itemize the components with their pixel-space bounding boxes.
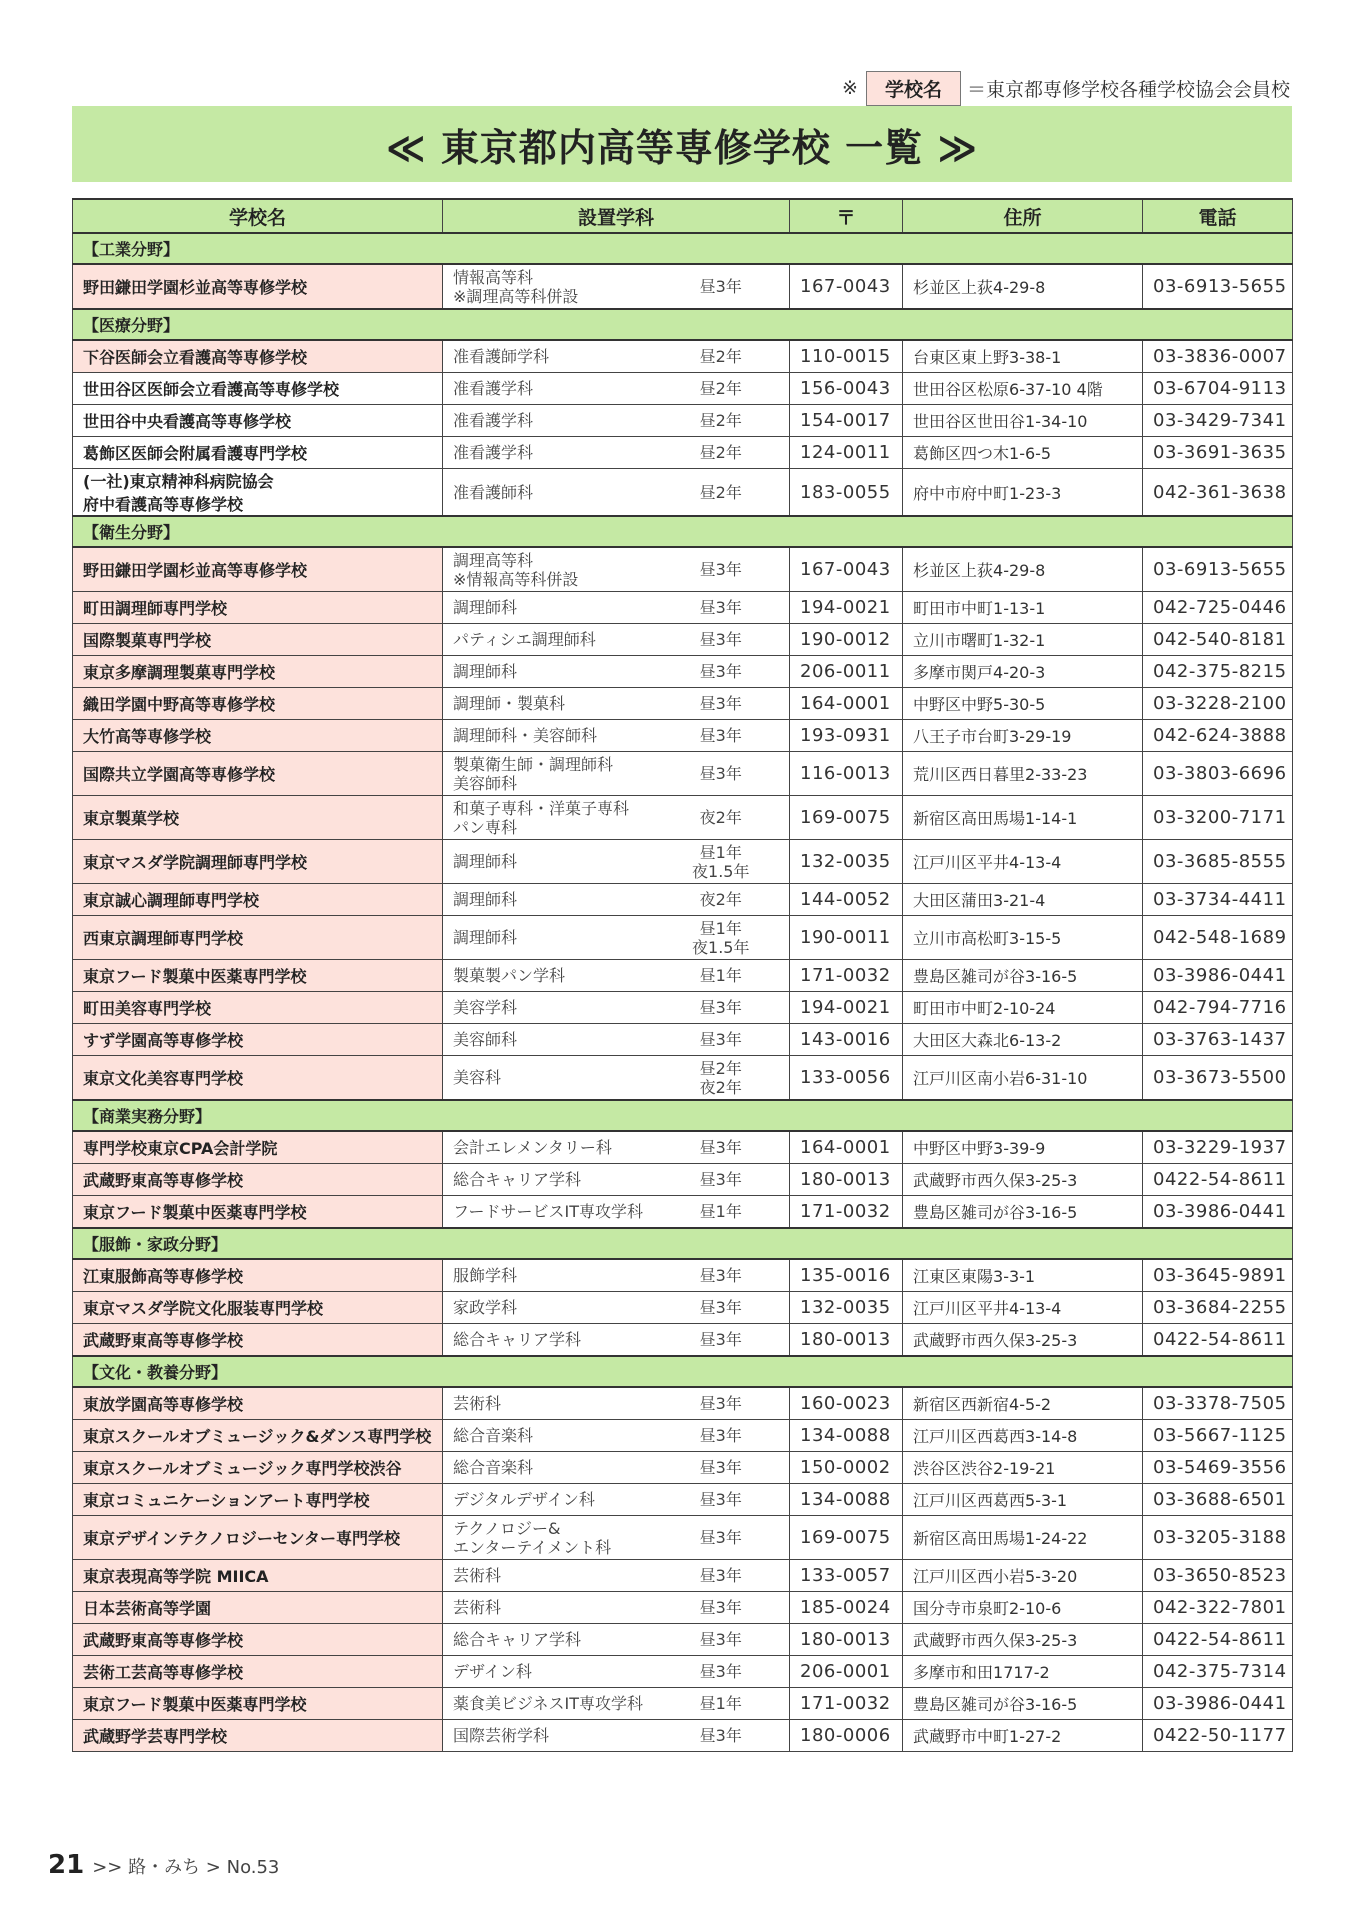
department-cell: デジタルデザイン科 <box>443 1484 653 1516</box>
zip-code-cell: 180-0013 <box>790 1164 903 1196</box>
course-length-cell: 昼3年 <box>653 1292 790 1324</box>
address-cell: 武蔵野市西久保3-25-3 <box>903 1324 1143 1357</box>
address-cell: 武蔵野市中町1-27-2 <box>903 1720 1143 1752</box>
department-cell: 製菓製パン学科 <box>443 960 653 992</box>
course-length-cell: 昼2年 <box>653 373 790 405</box>
table-row <box>73 1196 1293 1229</box>
zip-code-cell: 124-0011 <box>790 437 903 469</box>
course-length-cell: 昼3年 <box>653 1387 790 1420</box>
school-table-wrap <box>72 198 1292 1752</box>
category-label: 【文化・教養分野】 <box>73 1356 1293 1387</box>
zip-code-cell: 190-0011 <box>790 916 903 960</box>
zip-code-cell: 143-0016 <box>790 1024 903 1056</box>
department-cell: 会計エレメンタリー科 <box>443 1131 653 1164</box>
page-footer <box>48 1850 279 1880</box>
school-name-cell: 日本芸術高等学園 <box>73 1592 443 1624</box>
course-length-cell: 昼2年 <box>653 405 790 437</box>
table-row <box>73 547 1293 592</box>
department-cell: 薬食美ビジネスIT専攻学科 <box>443 1688 653 1720</box>
course-length-cell: 昼3年 <box>653 1484 790 1516</box>
address-cell: 江戸川区平井4-13-4 <box>903 1292 1143 1324</box>
course-length-cell: 昼3年 <box>653 1324 790 1357</box>
department-cell: 准看護学科 <box>443 437 653 469</box>
course-length-cell: 昼3年 <box>653 656 790 688</box>
phone-cell: 042-548-1689 <box>1143 916 1293 960</box>
address-cell: 台東区東上野3-38-1 <box>903 340 1143 373</box>
course-length-cell: 昼2年 <box>653 469 790 517</box>
course-length-cell: 昼1年 <box>653 1196 790 1229</box>
address-cell: 国分寺市泉町2-10-6 <box>903 1592 1143 1624</box>
table-row <box>73 720 1293 752</box>
school-name-cell: 東京コミュニケーションアート専門学校 <box>73 1484 443 1516</box>
phone-cell: 03-6704-9113 <box>1143 373 1293 405</box>
address-cell: 八王子市台町3-29-19 <box>903 720 1143 752</box>
course-length-cell: 昼2年 <box>653 340 790 373</box>
address-cell: 世田谷区松原6-37-10 4階 <box>903 373 1143 405</box>
zip-code-cell: 171-0032 <box>790 1196 903 1229</box>
zip-code-cell: 171-0032 <box>790 960 903 992</box>
department-cell: 製菓衛生師・調理師科 美容師科 <box>443 752 653 796</box>
department-cell: 家政学科 <box>443 1292 653 1324</box>
course-length-cell: 昼3年 <box>653 1592 790 1624</box>
school-name-cell: 武蔵野東高等専修学校 <box>73 1624 443 1656</box>
zip-code-cell: 116-0013 <box>790 752 903 796</box>
table-row <box>73 1624 1293 1656</box>
course-length-cell: 昼3年 <box>653 264 790 309</box>
school-name-cell: 東京多摩調理製菓専門学校 <box>73 656 443 688</box>
address-cell: 大田区蒲田3-21-4 <box>903 884 1143 916</box>
department-cell: 和菓子専科・洋菓子専科 パン専科 <box>443 796 653 840</box>
header-school-name: 学校名 <box>73 199 443 233</box>
zip-code-cell: 133-0057 <box>790 1560 903 1592</box>
course-length-cell: 夜2年 <box>653 796 790 840</box>
table-row <box>73 340 1293 373</box>
school-name-cell: 東京フード製菓中医薬専門学校 <box>73 1196 443 1229</box>
header-department: 設置学科 <box>443 199 790 233</box>
phone-cell: 0422-54-8611 <box>1143 1164 1293 1196</box>
address-cell: 町田市中町1-13-1 <box>903 592 1143 624</box>
table-row <box>73 264 1293 309</box>
phone-cell: 0422-50-1177 <box>1143 1720 1293 1752</box>
table-row <box>73 796 1293 840</box>
table-row <box>73 373 1293 405</box>
department-cell: 調理師科 <box>443 916 653 960</box>
course-length-cell: 昼3年 <box>653 1560 790 1592</box>
school-name-cell: 野田鎌田学園杉並高等専修学校 <box>73 547 443 592</box>
phone-cell: 03-3763-1437 <box>1143 1024 1293 1056</box>
school-name-cell: 専門学校東京CPA会計学院 <box>73 1131 443 1164</box>
page-number: 21 <box>48 1850 85 1880</box>
department-cell: 准看護学科 <box>443 373 653 405</box>
member-legend <box>842 70 1290 106</box>
department-cell: フードサービスIT専攻学科 <box>443 1196 653 1229</box>
table-row <box>73 1560 1293 1592</box>
category-label: 【医療分野】 <box>73 309 1293 340</box>
address-cell: 中野区中野3-39-9 <box>903 1131 1143 1164</box>
department-cell: 調理高等科 ※情報高等科併設 <box>443 547 653 592</box>
table-row <box>73 1056 1293 1101</box>
table-row <box>73 960 1293 992</box>
address-cell: 豊島区雑司が谷3-16-5 <box>903 1196 1143 1229</box>
table-row <box>73 688 1293 720</box>
department-cell: 総合音楽科 <box>443 1420 653 1452</box>
phone-cell: 03-3688-6501 <box>1143 1484 1293 1516</box>
school-name-cell: 西東京調理師専門学校 <box>73 916 443 960</box>
school-name-cell: 芸術工芸高等専修学校 <box>73 1656 443 1688</box>
department-cell: 総合キャリア学科 <box>443 1164 653 1196</box>
table-row <box>73 1164 1293 1196</box>
header-phone: 電話 <box>1143 199 1293 233</box>
address-cell: 新宿区高田馬場1-14-1 <box>903 796 1143 840</box>
phone-cell: 03-3986-0441 <box>1143 960 1293 992</box>
legend-text: ＝東京都専修学校各種学校協会会員校 <box>966 78 1290 101</box>
phone-cell: 03-3228-2100 <box>1143 688 1293 720</box>
table-row <box>73 1720 1293 1752</box>
phone-cell: 03-3685-8555 <box>1143 840 1293 884</box>
phone-cell: 042-375-8215 <box>1143 656 1293 688</box>
phone-cell: 03-5667-1125 <box>1143 1420 1293 1452</box>
school-name-cell: 武蔵野東高等専修学校 <box>73 1324 443 1357</box>
school-name-cell: 東京フード製菓中医薬専門学校 <box>73 960 443 992</box>
department-cell: 調理師科・美容師科 <box>443 720 653 752</box>
school-name-cell: (一社)東京精神科病院協会 府中看護高等専修学校 <box>73 469 443 517</box>
school-name-cell: 町田調理師専門学校 <box>73 592 443 624</box>
zip-code-cell: 135-0016 <box>790 1259 903 1292</box>
course-length-cell: 昼3年 <box>653 1420 790 1452</box>
school-name-cell: 東京誠心調理師専門学校 <box>73 884 443 916</box>
department-cell: 調理師科 <box>443 656 653 688</box>
course-length-cell: 昼3年 <box>653 1720 790 1752</box>
address-cell: 新宿区西新宿4-5-2 <box>903 1387 1143 1420</box>
table-row <box>73 1292 1293 1324</box>
phone-cell: 0422-54-8611 <box>1143 1624 1293 1656</box>
course-length-cell: 昼2年 夜2年 <box>653 1056 790 1101</box>
header-zip: 〒 <box>790 199 903 233</box>
address-cell: 中野区中野5-30-5 <box>903 688 1143 720</box>
legend-mark: ※ <box>842 77 858 99</box>
department-cell: 准看護師科 <box>443 469 653 517</box>
zip-code-cell: 164-0001 <box>790 688 903 720</box>
address-cell: 立川市曙町1-32-1 <box>903 624 1143 656</box>
table-row <box>73 840 1293 884</box>
school-name-cell: 国際製菓専門学校 <box>73 624 443 656</box>
school-name-cell: 東京マスダ学院調理師専門学校 <box>73 840 443 884</box>
table-row <box>73 992 1293 1024</box>
zip-code-cell: 160-0023 <box>790 1387 903 1420</box>
course-length-cell: 昼3年 <box>653 1131 790 1164</box>
school-name-cell: 織田学園中野高等専修学校 <box>73 688 443 720</box>
address-cell: 江戸川区南小岩6-31-10 <box>903 1056 1143 1101</box>
phone-cell: 03-3650-8523 <box>1143 1560 1293 1592</box>
department-cell: 調理師・製菓科 <box>443 688 653 720</box>
school-table <box>72 198 1293 1752</box>
school-name-cell: 東京デザインテクノロジーセンター専門学校 <box>73 1516 443 1560</box>
table-row <box>73 1484 1293 1516</box>
zip-code-cell: 190-0012 <box>790 624 903 656</box>
category-row <box>73 516 1293 547</box>
course-length-cell: 昼3年 <box>653 1164 790 1196</box>
department-cell: 調理師科 <box>443 884 653 916</box>
address-cell: 荒川区西日暮里2-33-23 <box>903 752 1143 796</box>
zip-code-cell: 132-0035 <box>790 840 903 884</box>
phone-cell: 042-375-7314 <box>1143 1656 1293 1688</box>
school-name-cell: 東京スクールオブミュージック&ダンス専門学校 <box>73 1420 443 1452</box>
school-name-cell: 町田美容専門学校 <box>73 992 443 1024</box>
address-cell: 大田区大森北6-13-2 <box>903 1024 1143 1056</box>
department-cell: 国際芸術学科 <box>443 1720 653 1752</box>
school-name-cell: 武蔵野東高等専修学校 <box>73 1164 443 1196</box>
table-row <box>73 405 1293 437</box>
category-row <box>73 1356 1293 1387</box>
category-row <box>73 309 1293 340</box>
address-cell: 豊島区雑司が谷3-16-5 <box>903 1688 1143 1720</box>
address-cell: 江東区東陽3-3-1 <box>903 1259 1143 1292</box>
table-row <box>73 752 1293 796</box>
zip-code-cell: 193-0931 <box>790 720 903 752</box>
table-body <box>73 233 1293 1752</box>
phone-cell: 03-5469-3556 <box>1143 1452 1293 1484</box>
school-name-cell: 東京マスダ学院文化服装専門学校 <box>73 1292 443 1324</box>
category-label: 【工業分野】 <box>73 233 1293 264</box>
phone-cell: 03-3836-0007 <box>1143 340 1293 373</box>
phone-cell: 042-322-7801 <box>1143 1592 1293 1624</box>
school-name-cell: 武蔵野学芸専門学校 <box>73 1720 443 1752</box>
course-length-cell: 昼3年 <box>653 1624 790 1656</box>
address-cell: 杉並区上荻4-29-8 <box>903 547 1143 592</box>
school-name-cell: すず学園高等専修学校 <box>73 1024 443 1056</box>
zip-code-cell: 194-0021 <box>790 992 903 1024</box>
department-cell: 調理師科 <box>443 840 653 884</box>
zip-code-cell: 110-0015 <box>790 340 903 373</box>
zip-code-cell: 206-0001 <box>790 1656 903 1688</box>
school-name-cell: 東京文化美容専門学校 <box>73 1056 443 1101</box>
course-length-cell: 夜2年 <box>653 884 790 916</box>
address-cell: 多摩市和田1717-2 <box>903 1656 1143 1688</box>
address-cell: 武蔵野市西久保3-25-3 <box>903 1624 1143 1656</box>
zip-code-cell: 180-0013 <box>790 1324 903 1357</box>
zip-code-cell: 134-0088 <box>790 1484 903 1516</box>
address-cell: 江戸川区平井4-13-4 <box>903 840 1143 884</box>
address-cell: 江戸川区西葛西3-14-8 <box>903 1420 1143 1452</box>
table-row <box>73 1024 1293 1056</box>
course-length-cell: 昼3年 <box>653 1259 790 1292</box>
school-name-cell: 東京スクールオブミュージック専門学校渋谷 <box>73 1452 443 1484</box>
department-cell: テクノロジー& エンターテイメント科 <box>443 1516 653 1560</box>
course-length-cell: 昼3年 <box>653 624 790 656</box>
course-length-cell: 昼3年 <box>653 1656 790 1688</box>
table-row <box>73 469 1293 517</box>
table-row <box>73 624 1293 656</box>
category-label: 【服飾・家政分野】 <box>73 1228 1293 1259</box>
course-length-cell: 昼3年 <box>653 1024 790 1056</box>
phone-cell: 03-3673-5500 <box>1143 1056 1293 1101</box>
phone-cell: 042-361-3638 <box>1143 469 1293 517</box>
zip-code-cell: 144-0052 <box>790 884 903 916</box>
table-row <box>73 656 1293 688</box>
department-cell: 准看護学科 <box>443 405 653 437</box>
phone-cell: 042-624-3888 <box>1143 720 1293 752</box>
phone-cell: 03-3205-3188 <box>1143 1516 1293 1560</box>
course-length-cell: 昼3年 <box>653 752 790 796</box>
category-row <box>73 1228 1293 1259</box>
course-length-cell: 昼3年 <box>653 720 790 752</box>
category-label: 【衛生分野】 <box>73 516 1293 547</box>
address-cell: 立川市高松町3-15-5 <box>903 916 1143 960</box>
zip-code-cell: 180-0013 <box>790 1624 903 1656</box>
course-length-cell: 昼3年 <box>653 688 790 720</box>
school-name-cell: 世田谷中央看護高等専修学校 <box>73 405 443 437</box>
school-name-cell: 東放学園高等専修学校 <box>73 1387 443 1420</box>
table-row <box>73 1452 1293 1484</box>
table-row <box>73 1420 1293 1452</box>
course-length-cell: 昼3年 <box>653 992 790 1024</box>
header-address: 住所 <box>903 199 1143 233</box>
address-cell: 江戸川区西葛西5-3-1 <box>903 1484 1143 1516</box>
zip-code-cell: 154-0017 <box>790 405 903 437</box>
phone-cell: 03-3645-9891 <box>1143 1259 1293 1292</box>
table-row <box>73 1387 1293 1420</box>
table-row <box>73 437 1293 469</box>
address-cell: 新宿区高田馬場1-24-22 <box>903 1516 1143 1560</box>
department-cell: 芸術科 <box>443 1387 653 1420</box>
zip-code-cell: 134-0088 <box>790 1420 903 1452</box>
address-cell: 町田市中町2-10-24 <box>903 992 1143 1024</box>
address-cell: 杉並区上荻4-29-8 <box>903 264 1143 309</box>
department-cell: 総合キャリア学科 <box>443 1324 653 1357</box>
phone-cell: 042-794-7716 <box>1143 992 1293 1024</box>
phone-cell: 042-725-0446 <box>1143 592 1293 624</box>
school-name-cell: 野田鎌田学園杉並高等専修学校 <box>73 264 443 309</box>
zip-code-cell: 169-0075 <box>790 1516 903 1560</box>
phone-cell: 03-3734-4411 <box>1143 884 1293 916</box>
phone-cell: 0422-54-8611 <box>1143 1324 1293 1357</box>
address-cell: 葛飾区四つ木1-6-5 <box>903 437 1143 469</box>
address-cell: 武蔵野市西久保3-25-3 <box>903 1164 1143 1196</box>
zip-code-cell: 206-0011 <box>790 656 903 688</box>
department-cell: 情報高等科 ※調理高等科併設 <box>443 264 653 309</box>
table-row <box>73 916 1293 960</box>
department-cell: 美容師科 <box>443 1024 653 1056</box>
phone-cell: 03-3200-7171 <box>1143 796 1293 840</box>
address-cell: 江戸川区西小岩5-3-20 <box>903 1560 1143 1592</box>
department-cell: 服飾学科 <box>443 1259 653 1292</box>
zip-code-cell: 167-0043 <box>790 547 903 592</box>
phone-cell: 03-3229-1937 <box>1143 1131 1293 1164</box>
school-name-cell: 東京表現高等学院 MIICA <box>73 1560 443 1592</box>
school-name-cell: 東京フード製菓中医薬専門学校 <box>73 1688 443 1720</box>
table-row <box>73 1131 1293 1164</box>
phone-cell: 03-3803-6696 <box>1143 752 1293 796</box>
table-row <box>73 1516 1293 1560</box>
address-cell: 渋谷区渋谷2-19-21 <box>903 1452 1143 1484</box>
phone-cell: 03-3684-2255 <box>1143 1292 1293 1324</box>
school-name-cell: 下谷医師会立看護高等専修学校 <box>73 340 443 373</box>
school-name-cell: 葛飾区医師会附属看護専門学校 <box>73 437 443 469</box>
address-cell: 多摩市関戸4-20-3 <box>903 656 1143 688</box>
table-row <box>73 1259 1293 1292</box>
table-row <box>73 884 1293 916</box>
department-cell: 総合音楽科 <box>443 1452 653 1484</box>
table-row <box>73 592 1293 624</box>
course-length-cell: 昼2年 <box>653 437 790 469</box>
zip-code-cell: 133-0056 <box>790 1056 903 1101</box>
department-cell: 美容科 <box>443 1056 653 1101</box>
zip-code-cell: 183-0055 <box>790 469 903 517</box>
category-row <box>73 233 1293 264</box>
school-name-cell: 大竹高等専修学校 <box>73 720 443 752</box>
department-cell: 芸術科 <box>443 1592 653 1624</box>
page-title: ≪ 東京都内高等専修学校 一覧 ≫ <box>72 106 1292 182</box>
address-cell: 世田谷区世田谷1-34-10 <box>903 405 1143 437</box>
zip-code-cell: 150-0002 <box>790 1452 903 1484</box>
address-cell: 豊島区雑司が谷3-16-5 <box>903 960 1143 992</box>
zip-code-cell: 185-0024 <box>790 1592 903 1624</box>
table-row <box>73 1324 1293 1357</box>
phone-cell: 042-540-8181 <box>1143 624 1293 656</box>
zip-code-cell: 132-0035 <box>790 1292 903 1324</box>
course-length-cell: 昼3年 <box>653 1452 790 1484</box>
department-cell: パティシエ調理師科 <box>443 624 653 656</box>
course-length-cell: 昼1年 <box>653 960 790 992</box>
department-cell: 美容学科 <box>443 992 653 1024</box>
course-length-cell: 昼1年 <box>653 1688 790 1720</box>
category-row <box>73 1100 1293 1131</box>
legend-box: 学校名 <box>866 71 961 106</box>
phone-cell: 03-3986-0441 <box>1143 1688 1293 1720</box>
zip-code-cell: 167-0043 <box>790 264 903 309</box>
table-header-row <box>73 199 1293 233</box>
table-row <box>73 1688 1293 1720</box>
category-label: 【商業実務分野】 <box>73 1100 1293 1131</box>
course-length-cell: 昼1年 夜1.5年 <box>653 840 790 884</box>
phone-cell: 03-6913-5655 <box>1143 264 1293 309</box>
course-length-cell: 昼3年 <box>653 1516 790 1560</box>
school-name-cell: 東京製菓学校 <box>73 796 443 840</box>
school-name-cell: 国際共立学園高等専修学校 <box>73 752 443 796</box>
zip-code-cell: 156-0043 <box>790 373 903 405</box>
phone-cell: 03-3378-7505 <box>1143 1387 1293 1420</box>
course-length-cell: 昼1年 夜1.5年 <box>653 916 790 960</box>
department-cell: 調理師科 <box>443 592 653 624</box>
zip-code-cell: 180-0006 <box>790 1720 903 1752</box>
phone-cell: 03-6913-5655 <box>1143 547 1293 592</box>
phone-cell: 03-3986-0441 <box>1143 1196 1293 1229</box>
course-length-cell: 昼3年 <box>653 592 790 624</box>
table-row <box>73 1656 1293 1688</box>
zip-code-cell: 164-0001 <box>790 1131 903 1164</box>
phone-cell: 03-3429-7341 <box>1143 405 1293 437</box>
department-cell: デザイン科 <box>443 1656 653 1688</box>
school-name-cell: 世田谷区医師会立看護高等専修学校 <box>73 373 443 405</box>
zip-code-cell: 171-0032 <box>790 1688 903 1720</box>
school-name-cell: 江東服飾高等専修学校 <box>73 1259 443 1292</box>
phone-cell: 03-3691-3635 <box>1143 437 1293 469</box>
department-cell: 芸術科 <box>443 1560 653 1592</box>
table-row <box>73 1592 1293 1624</box>
footer-text: >> 路・みち > No.53 <box>92 1857 280 1878</box>
address-cell: 府中市府中町1-23-3 <box>903 469 1143 517</box>
department-cell: 准看護師学科 <box>443 340 653 373</box>
course-length-cell: 昼3年 <box>653 547 790 592</box>
zip-code-cell: 194-0021 <box>790 592 903 624</box>
zip-code-cell: 169-0075 <box>790 796 903 840</box>
department-cell: 総合キャリア学科 <box>443 1624 653 1656</box>
